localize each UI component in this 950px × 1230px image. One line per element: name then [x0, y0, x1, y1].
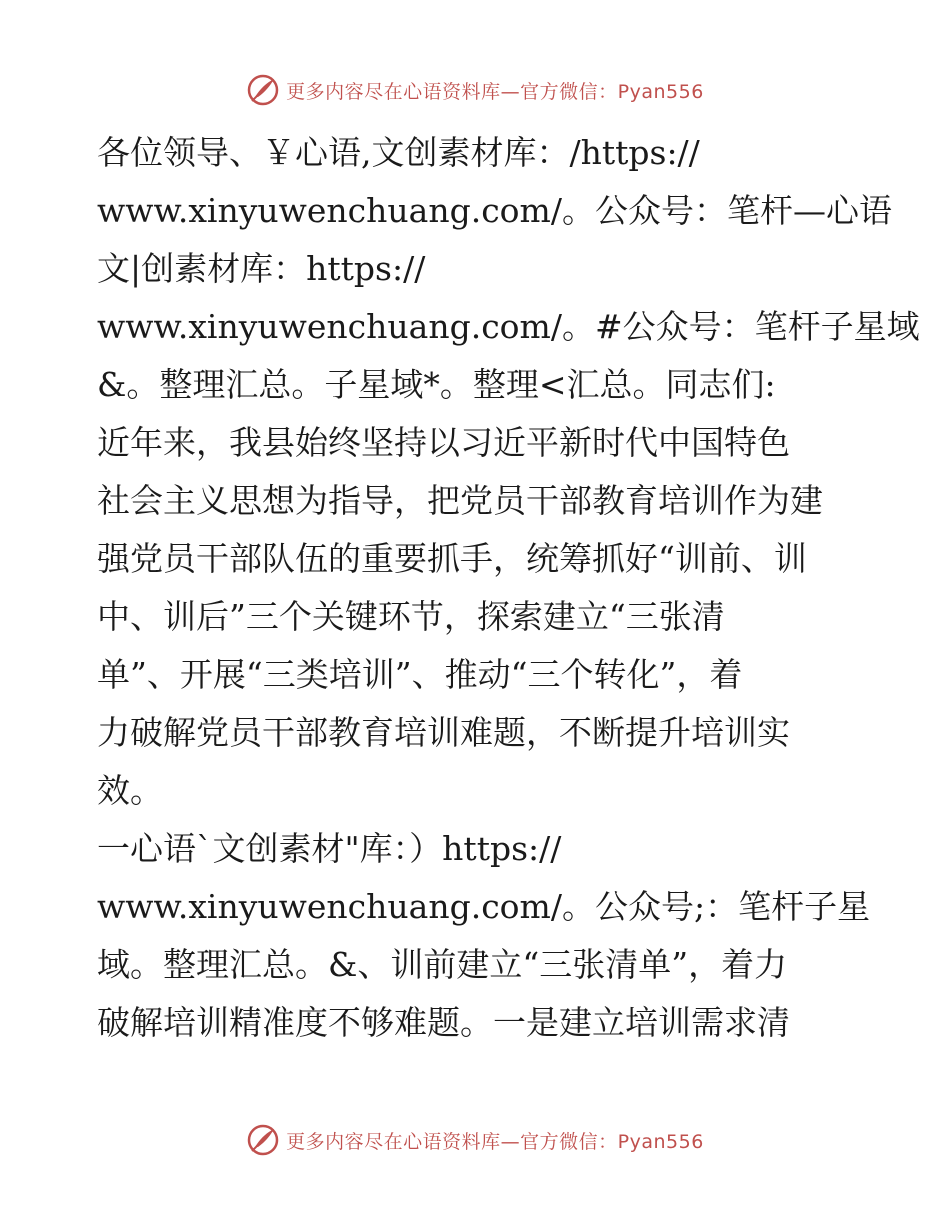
text-line: 力破解党员干部教育培训难题，不断提升培训实	[97, 713, 790, 752]
footer-banner	[0, 1120, 950, 1160]
header-banner-text: 更多内容尽在心语资料库—官方微信：Pyan556	[286, 80, 704, 103]
header-banner-inner	[246, 73, 704, 107]
footer-banner-inner	[246, 1123, 704, 1157]
text-line: 各位领导、￥心语,文创素材库：/https://	[97, 133, 700, 172]
text-line: 域。整理汇总。&、训前建立“三张清单”，着力	[97, 945, 788, 984]
text-line: www.xinyuwenchuang.com/。公众号：笔杆—心语	[97, 191, 892, 230]
text-line: 文|创素材库：https://	[97, 249, 426, 288]
text-line: 效。	[97, 771, 163, 810]
text-line: 中、训后”三个关键环节，探索建立“三张清	[97, 597, 725, 636]
text-line: 一心语`文创素材"库：）https://	[97, 829, 562, 868]
text-line: 破解培训精准度不够难题。一是建立培训需求清	[97, 1003, 790, 1042]
paragraph-2	[97, 414, 857, 820]
quill-circle-logo-icon	[246, 1123, 280, 1157]
text-line: 强党员干部队伍的重要抓手，统筹抓好“训前、训	[97, 539, 807, 578]
text-line: www.xinyuwenchuang.com/。公众号;：笔杆子星	[97, 887, 871, 926]
text-line: www.xinyuwenchuang.com/。#公众号：笔杆子星域	[97, 307, 920, 346]
text-line: 单”、开展“三类培训”、推动“三个转化”，着	[97, 655, 743, 694]
paragraph-1	[97, 124, 920, 414]
footer-banner-text: 更多内容尽在心语资料库—官方微信：Pyan556	[286, 1130, 704, 1153]
text-line: 社会主义思想为指导，把党员干部教育培训作为建	[97, 481, 823, 520]
text-line: 近年来，我县始终坚持以习近平新时代中国特色	[97, 423, 790, 462]
document-body	[97, 124, 920, 1052]
paragraph-3	[97, 820, 871, 1052]
header-banner	[0, 70, 950, 110]
quill-circle-logo-icon	[246, 73, 280, 107]
text-line: &。整理汇总。子星域*。整理<汇总。同志们:	[97, 365, 776, 404]
